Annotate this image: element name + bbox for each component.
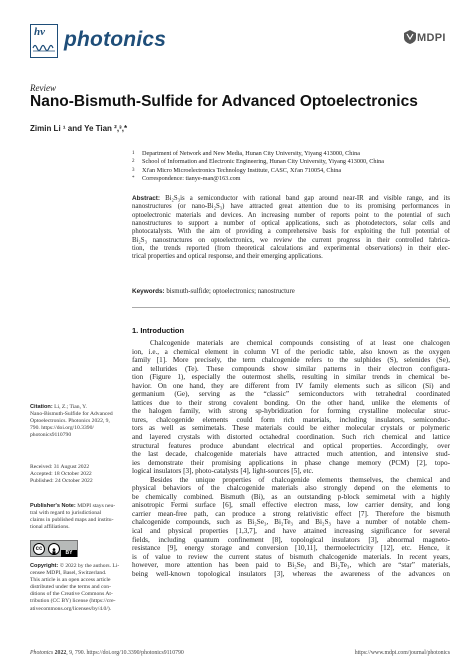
license-link[interactable]: ativecommons.org/licenses/by/4.0/). (30, 605, 112, 612)
mdpi-shield-icon (404, 30, 416, 44)
paragraph-line: ies demonstrate their promising applications in phase change memory (PCM) [2], topo- (132, 458, 450, 467)
copyright-notice (30, 563, 122, 613)
publisher-note-label: Publisher's Note: (30, 503, 76, 509)
copyright-label: Copyright: (30, 563, 59, 569)
paragraph-line: be chemically combined. Bismuth (Bi), as an outstanding p-block semimetal with a highly (132, 492, 450, 501)
wave-icon (32, 42, 56, 54)
citation-doi-link[interactable]: photonics9110790 (30, 432, 72, 439)
abstract-line: nanostructures (or nano-Bi₂S₃) have attracted great attention due to its promising performances in (132, 203, 450, 211)
copyright-line: Copyright: © 2022 by the authors. Li- (30, 563, 120, 569)
license-link[interactable]: tribution (CC BY) license (https://cre- (30, 598, 116, 605)
publisher-note (30, 503, 122, 531)
copyright-line: distributed under the terms and con- (30, 584, 111, 591)
paragraph-line: structural features produce abundant electrical and optical properties. Accordingly, over (132, 441, 450, 450)
abstract (132, 195, 450, 262)
paragraph-line: physical behaviors of the chalcogenide materials also strongly depend on the elements to (132, 484, 450, 493)
citation-line: Nano-Bismuth-Sulfide for Advanced (30, 411, 113, 418)
cc-by-license-badge[interactable] (30, 540, 78, 557)
paragraph-line: the halogen family, with strong sp-hybridization for forming crystalline molecular struc- (132, 407, 450, 416)
attribution-person-icon (48, 543, 60, 555)
affiliations (132, 150, 452, 183)
affiliation-mark: 3 (132, 167, 135, 173)
keywords (132, 288, 450, 295)
affiliation-item (132, 150, 452, 158)
paragraph-line: logical insulators [3], photo-catalysts [4], light-sources [5], etc. (132, 467, 314, 476)
affiliation-mark: 2 (132, 159, 135, 165)
footer-citation[interactable]: Photonics 2022, 9, 790. https://doi.org/10.3390/photonics9110790 (30, 650, 184, 656)
publisher-name: MDPI (417, 32, 446, 44)
cc-icon: cc (33, 543, 45, 555)
journal-name[interactable]: photonics (64, 28, 167, 51)
abstract-line: optoelectronic materials and devices. An increasing number of reports point to the potential of such (132, 211, 450, 219)
paragraph-line: however, more attention has been paid to Bi₂Se₃ and Bi₂Te₃, which are “star” materials, (132, 561, 450, 570)
paragraph-line: and layered crystals with distorted octahedral coordination. Such rich chemical and lattice (132, 433, 450, 442)
copyright-line: censee MDPI, Basel, Switzerland. (30, 570, 107, 577)
paragraph-line: resistance [9], energy storage and conversion [10,11], thermoelectricity [12], etc. Hence, it (132, 544, 450, 553)
journal-logo (30, 24, 58, 58)
citation-line (30, 404, 122, 411)
abstract-line: trical properties and optical response, and their emerging applications. (132, 253, 323, 261)
abstract-line: Abstract: Bi₂S₃is a semiconductor with rational band gap around near-IR and visible range, and its (132, 195, 450, 202)
affiliation-item (132, 158, 452, 166)
footer-journal-url[interactable]: https://www.mdpi.com/journal/photonics (354, 650, 450, 656)
publisher-note-line: tral with regard to jurisdictional (30, 510, 102, 517)
published-date: Published: 24 October 2022 (30, 478, 93, 485)
affiliation-mark: 1 (132, 151, 135, 156)
citation-doi-link[interactable]: 790. https://doi.org/10.3390/ (30, 425, 94, 432)
paragraph-line: chalcogenide compounds, such as Bi₂Se₃, Bi₂Te₃ and Bi₂S₃ have a number of notable chem- (132, 518, 450, 527)
abstract-line: nanostructures to support a number of optical applications, such as photodetectors, solar cells and (132, 220, 450, 228)
paragraph-line: the last decade, chalcogenide materials have attracted much attention, and intensive stud- (132, 450, 450, 459)
paragraph-line: being well-known topological insulators [3], whereas the awareness of the advances on (132, 569, 450, 578)
article-title: Nano-Bismuth-Sulfide for Advanced Optoelectronics (30, 93, 418, 110)
section-heading: 1. Introduction (132, 326, 185, 335)
paragraph-line: Besides the unique properties of chalcogenide elements themselves, the chemical and (150, 475, 450, 484)
abstract-line: tion, the trends reported (from theoretical calculations and experimental observations) in their elec- (132, 245, 450, 253)
affiliation-text: Department of Network and New Media, Hunan City University, Yiyang 413000, China (142, 150, 360, 157)
section-divider (132, 307, 450, 308)
received-date: Received: 31 August 2022 (30, 464, 90, 470)
paragraph-line: carrier mean-free path, can produce a strong relativistic effect [7]. Therefore the bismuth (132, 509, 450, 518)
journal-header (30, 24, 450, 70)
paragraph-line: fields, including quantum confinement [8], topological insulators [3], abnormal magneto- (132, 535, 450, 544)
citation-line: Optoelectronics. Photonics 2022, 9, (30, 418, 110, 425)
paragraph-line: ion, i.e., a chemical element in column VI of the periodic table, also known as the oxygen (132, 347, 450, 356)
paragraph-line: tors as well as semimetals. These materials could be either molecular crystals or polymeric (132, 424, 450, 433)
correspondence (132, 175, 452, 183)
paragraph-line: anisotropic Fermi surface [6], small effective electron mass, low carrier density, and long (132, 501, 450, 510)
paragraph-line: havior. On one hand, they are different from IV family elements such as silicon (Si) and (132, 381, 450, 390)
citation-label: Citation: (30, 404, 53, 410)
publisher-logo[interactable] (404, 30, 450, 48)
publisher-note-line: claims in published maps and institu- (30, 517, 114, 524)
affiliation-mark: * (132, 175, 135, 181)
paragraph-line: and tellurides (Te). These compounds show similar patterns in their electron configura- (132, 364, 450, 373)
abstract-label: Abstract: (132, 195, 161, 202)
keywords-text: bismuth-sulfide; optoelectronics; nanostructure (166, 288, 295, 295)
citation-text: Li, Z.; Tian, Y. (54, 404, 87, 410)
abstract-line: photocatalysts. With the aim of providing a comprehensive basis for exploiting the full potential of (132, 228, 450, 236)
publisher-note-line: tional affiliations. (30, 524, 70, 531)
author-list[interactable]: Zimin Li ¹ and Ye Tian ²,³,* (30, 124, 128, 133)
article-type: Review (30, 83, 56, 93)
affiliation-text: Xi'an Micro Microelectronics Technology Institute, CASC, Xi'an 710054, China (142, 166, 342, 174)
copyright-line: This article is an open access article (30, 577, 111, 584)
copyright-line: ditions of the Creative Commons At- (30, 591, 113, 598)
by-label: BY (61, 550, 77, 557)
abstract-line: Bi₂S₃ nanostructures on optoelectronics, we review the current progress in their controlled fabrica- (132, 236, 450, 244)
affiliation-item (132, 167, 452, 175)
publication-dates (30, 464, 122, 485)
accepted-date: Accepted: 18 October 2022 (30, 471, 92, 478)
keywords-label: Keywords: (132, 288, 165, 295)
paragraph-line: lattices due to their strong covalent bonding. On the other hand, unlike the elements of (132, 398, 450, 407)
paragraph-line: tures, chalcogenide elements could form rich materials, including insulators, semiconduc- (132, 415, 450, 424)
publisher-note-line: Publisher's Note: MDPI stays neu- (30, 503, 116, 509)
paragraph-line: family [1]. More precisely, the term chalcogenide refers to the sulphides (S), selenides (Se), (132, 356, 450, 365)
paragraph-line: ical and physical properties [1,3,7], and have attained increasing significance for several (132, 527, 450, 536)
journal-logo-text: hv (34, 26, 45, 38)
paragraph-line: is of value to review the current status of bismuth chalcogenide materials. In recent years, (132, 552, 450, 561)
paragraph-line: Chalcogenide materials are chemical compounds consisting of at least one chalcogen (150, 339, 450, 347)
introduction-body (132, 339, 450, 578)
paragraph-line: tion (Figure 1), especially the outermost shells, resulting in similar trends in chemical be- (132, 373, 450, 382)
citation-block (30, 404, 122, 439)
correspondence-email[interactable]: Correspondence: tianye-man@163.com (142, 174, 241, 182)
affiliation-text: School of Information and Electronic Engineering, Hunan City University, Yiyang 413000, China (142, 158, 385, 166)
paragraph-line: germanium (Ge), serving as the “classic” semiconductors with tetrahedral coordinated (132, 390, 450, 399)
